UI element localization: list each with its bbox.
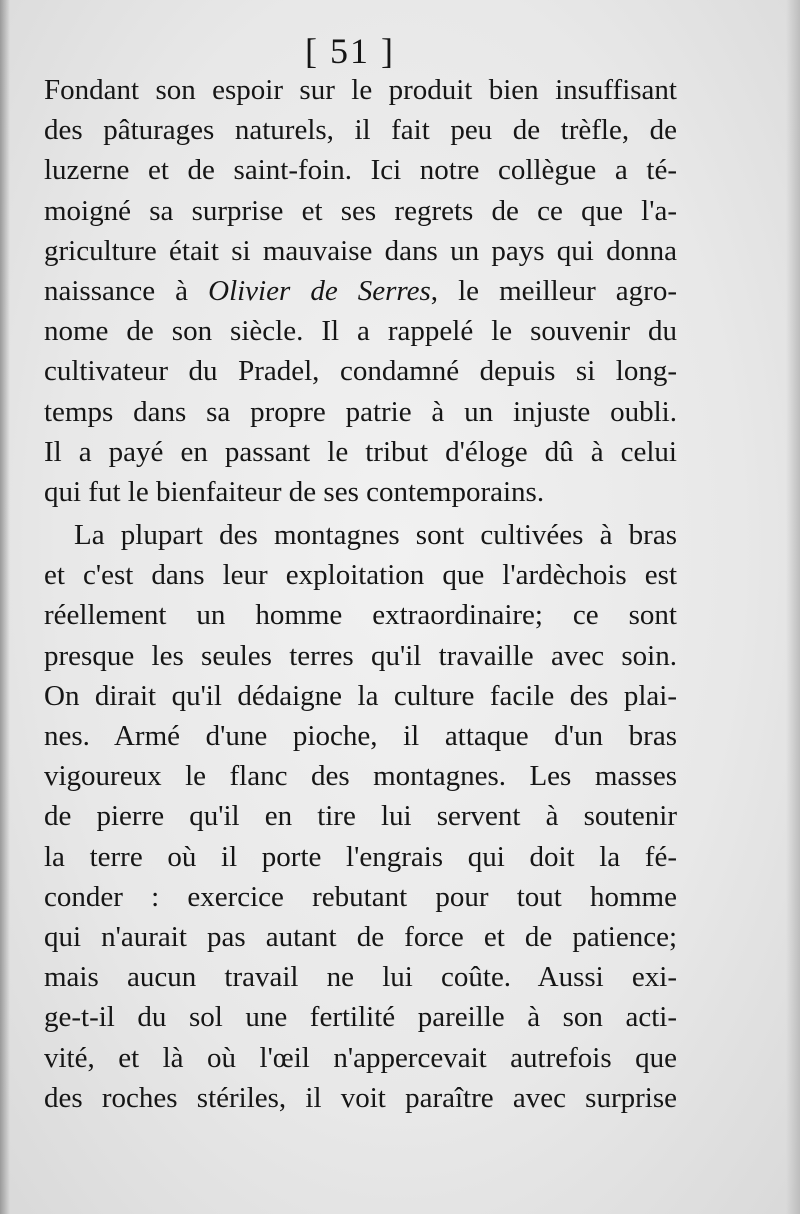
text-line: conder : exercice rebutant pour tout homme	[44, 880, 677, 913]
text-line: vigoureux le flanc des montagnes. Les masses	[44, 760, 677, 793]
text-line: luzerne et de saint-foin. Ici notre collègue a té-	[44, 154, 677, 187]
body-text	[44, 70, 677, 1118]
text-line: des roches stériles, il voit paraître avec surprise	[44, 1081, 677, 1114]
text-line: nome de son siècle. Il a rappelé le souvenir du	[44, 315, 677, 348]
text-line: et c'est dans leur exploitation que l'ardèchois est	[44, 559, 677, 592]
text-line: mais aucun travail ne lui coûte. Aussi exi-	[44, 961, 677, 994]
text-line: griculture était si mauvaise dans un pays qui donna	[44, 234, 677, 267]
text-line: des pâturages naturels, il fait peu de trèfle, de	[44, 114, 677, 147]
text-line: La plupart des montagnes sont cultivées à bras	[74, 519, 677, 552]
page-number: [ 51 ]	[305, 31, 395, 71]
text-line: vité, et là où l'œil n'appercevait autrefois que	[44, 1041, 677, 1074]
text-line: ge-t-il du sol une fertilité pareille à son acti-	[44, 1001, 677, 1034]
text-line: qui fut le bienfaiteur de ses contemporains.	[44, 475, 545, 508]
text-line: nes. Armé d'une pioche, il attaque d'un bras	[44, 720, 677, 752]
paragraph-1	[44, 70, 677, 512]
text-line: cultivateur du Pradel, condamné depuis si long-	[44, 355, 677, 388]
text-fragment: , le meilleur agro-	[430, 274, 677, 307]
text-line: qui n'aurait pas autant de force et de patience;	[44, 920, 677, 953]
text-line: presque les seules terres qu'il travaille avec soin.	[44, 639, 677, 672]
text-line: la terre où il porte l'engrais qui doit la fé-	[44, 840, 677, 873]
text-line: Fondant son espoir sur le produit bien insuffisant	[44, 74, 677, 106]
text-line: de pierre qu'il en tire lui servent à soutenir	[44, 800, 677, 833]
text-fragment: naissance à	[44, 274, 209, 307]
text-line: temps dans sa propre patrie à un injuste oubli.	[44, 395, 677, 428]
text-line: moigné sa surprise et ses regrets de ce que l'a-	[44, 194, 677, 227]
text-line: réellement un homme extraordinaire; ce sont	[44, 599, 677, 632]
paragraph-2	[44, 515, 677, 1118]
text-line: Il a payé en passant le tribut d'éloge dû à celui	[44, 435, 677, 468]
text-line-with-name	[44, 271, 677, 311]
person-name-italic: Olivier de Serres	[208, 274, 431, 307]
text-line: On dirait qu'il dédaigne la culture facile des plai-	[44, 679, 677, 712]
